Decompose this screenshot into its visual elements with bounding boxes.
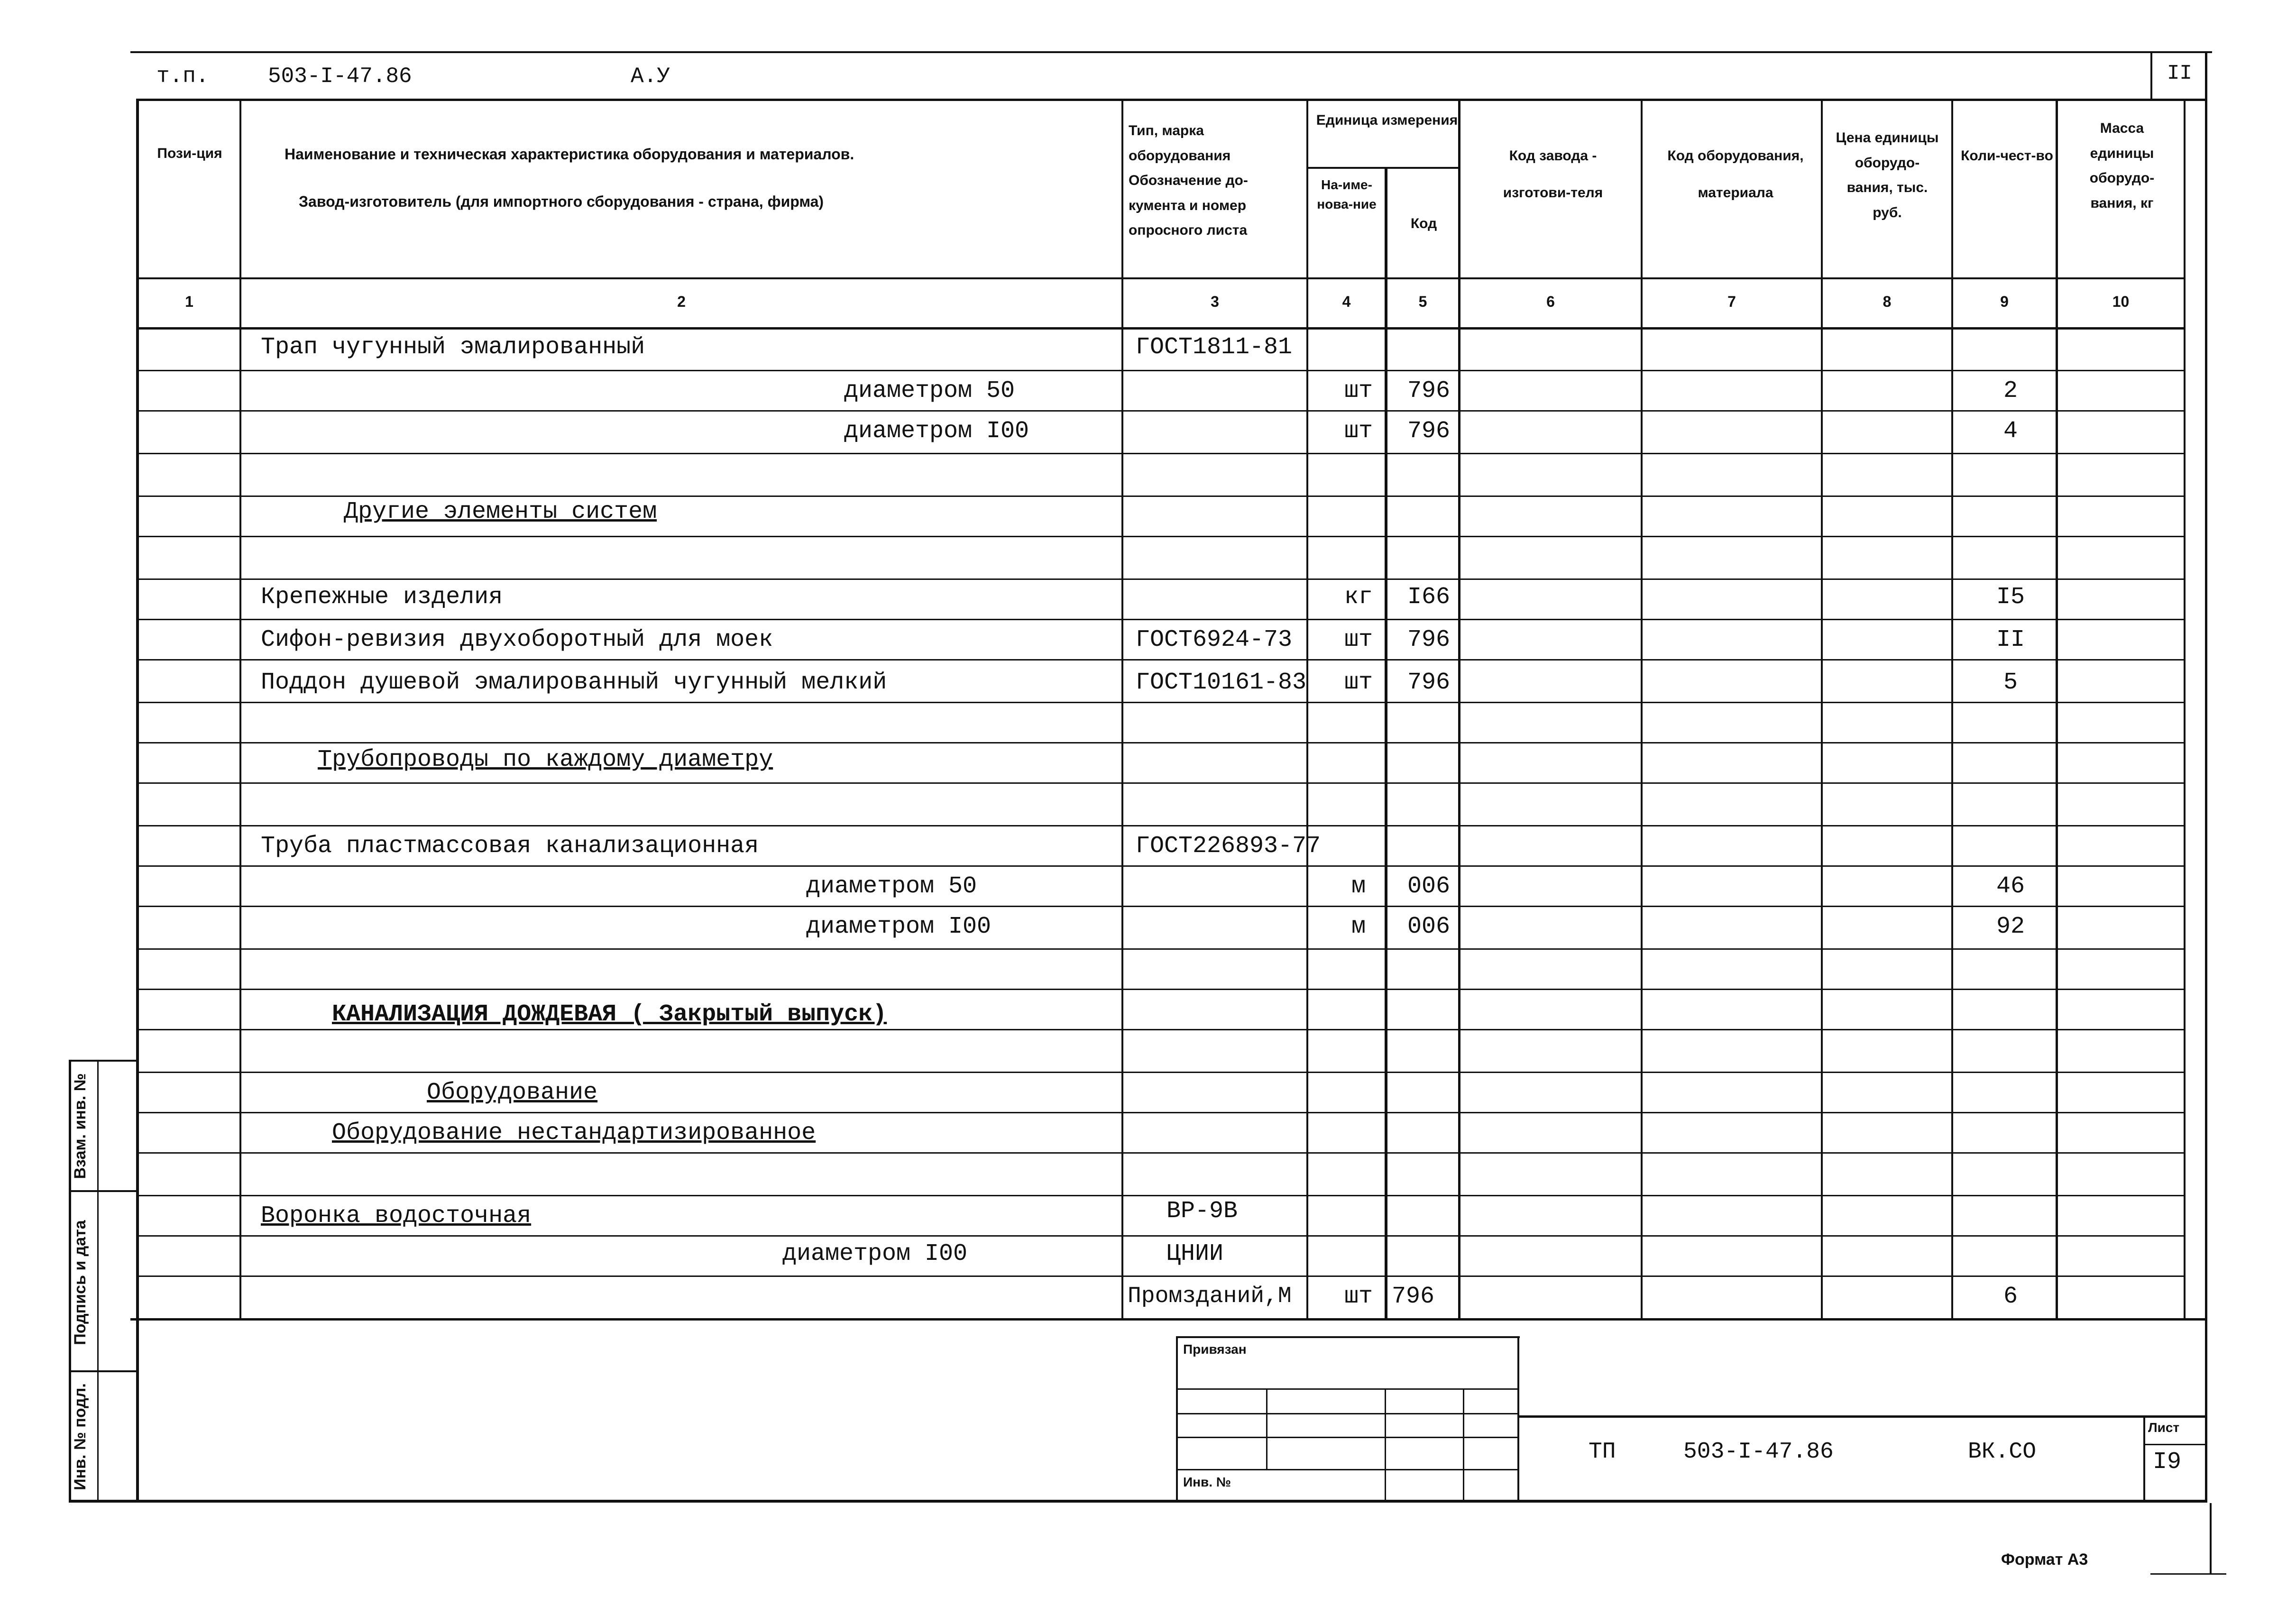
table-row-code: I66	[1407, 584, 1451, 611]
table-row-type: ГОСТ6924-73	[1136, 626, 1293, 653]
table-row-code: 796	[1392, 1283, 1435, 1310]
col-header-unit-name: На-име-нова-ние	[1317, 177, 1377, 211]
table-row-name: Крепежные изделия	[261, 584, 503, 611]
title-prefix: ТП	[1589, 1439, 1616, 1465]
table-row-unit: м	[1351, 873, 1366, 900]
section-heading: Трубопроводы по каждому диаметру	[318, 746, 773, 773]
table-top-border	[138, 99, 2207, 101]
frame-top	[130, 51, 2212, 53]
frame-right	[2205, 51, 2207, 1502]
table-row-type: ВР-9В	[1166, 1198, 1238, 1225]
col-number: 9	[2000, 293, 2009, 310]
table-row-code: 006	[1407, 873, 1451, 900]
table-row-unit: шт	[1344, 418, 1373, 445]
col-number: 7	[1727, 293, 1736, 310]
table-row-name: диаметром I00	[806, 913, 992, 940]
table-row-code: 796	[1407, 418, 1451, 445]
title-code: ВК.СО	[1968, 1439, 2037, 1465]
table-row-type: Промзданий,М	[1128, 1284, 1292, 1309]
table-row-name: Воронка водосточная	[261, 1202, 532, 1229]
col-header-unit-group: Единица измерения	[1316, 112, 1458, 128]
col-header-factory-code: Код завода - изготови-теля	[1503, 148, 1603, 201]
sheet-number: I9	[2153, 1449, 2182, 1476]
section-heading: Оборудование	[427, 1079, 598, 1106]
col-number: 2	[677, 293, 686, 310]
table-row-qty: 6	[2003, 1283, 2018, 1310]
col-number: 1	[185, 293, 193, 310]
table-row-qty: 5	[2003, 669, 2018, 696]
col-number: 4	[1342, 293, 1351, 310]
table-row-unit: шт	[1344, 669, 1373, 696]
body-bottom-line	[130, 1318, 2207, 1321]
table-row-code: 796	[1407, 626, 1451, 653]
side-stamp-podpis: Подпись и дата	[71, 1220, 89, 1345]
col-number: 3	[1211, 293, 1219, 310]
col-number: 8	[1883, 293, 1892, 310]
doc-number: 503-I-47.86	[268, 64, 412, 89]
table-row-name: Трап чугунный эмалированный	[261, 334, 645, 361]
col-header-mass: Масса единицы оборудо-вания, кг	[2089, 120, 2155, 211]
section-heading: Оборудование нестандартизированное	[332, 1119, 816, 1147]
sheet-label: Лист	[2148, 1420, 2180, 1435]
col-header-quantity: Коли-чест-во	[1961, 148, 2053, 164]
table-row-unit: шт	[1344, 626, 1373, 653]
col-header-type: Тип, марка оборудования Обозначение до-кумента и номер опросного листа	[1129, 123, 1248, 238]
table-row-qty: 4	[2003, 418, 2018, 445]
table-row-qty: I5	[1996, 584, 2025, 611]
table-row-name: диаметром 50	[806, 873, 977, 900]
table-row-code: 006	[1407, 913, 1451, 940]
table-row-unit: шт	[1344, 377, 1373, 404]
table-row-qty: II	[1996, 626, 2025, 653]
side-stamp-inv: Инв. № подл.	[71, 1383, 89, 1490]
table-row-type: ГОСТ226893-77	[1136, 833, 1321, 860]
table-row-unit: шт	[1344, 1283, 1373, 1310]
frame-bottom	[69, 1500, 2207, 1503]
col-number: 5	[1418, 293, 1427, 310]
col-header-name-line1: Наименование и техническая характеристика оборудования и материалов.	[285, 146, 854, 163]
table-row-name: диаметром I00	[782, 1240, 968, 1267]
col-header-equipment-code: Код оборудования, материала	[1667, 148, 1804, 201]
section-code: А.У	[631, 64, 670, 89]
table-row-name: Поддон душевой эмалированный чугунный мелкий	[261, 669, 887, 696]
col-header-position: Пози-ция	[157, 146, 222, 161]
table-row-code: 796	[1407, 669, 1451, 696]
table-row-qty: 46	[1996, 873, 2025, 900]
doc-type: т.п.	[156, 64, 209, 89]
table-row-unit: м	[1351, 913, 1366, 940]
title-number: 503-I-47.86	[1683, 1439, 1834, 1465]
col-header-name-line2: Завод-изготовитель (для импортного сборудования - страна, фирма)	[299, 193, 824, 210]
col-number: 6	[1546, 293, 1555, 310]
stamp-inv-no: Инв. №	[1183, 1475, 1231, 1489]
table-row-qty: 92	[1996, 913, 2025, 940]
side-stamp-vzam: Взам. инв. №	[71, 1073, 89, 1179]
section-heading: Другие элементы систем	[344, 498, 657, 525]
table-row-name: диаметром I00	[844, 418, 1029, 445]
table-row-type: ЦНИИ	[1166, 1240, 1224, 1267]
table-row-type: ГОСТ1811-81	[1136, 334, 1293, 361]
table-row-name: Сифон-ревизия двухоборотный для моек	[261, 626, 773, 653]
stamp-privyazan: Привязан	[1183, 1342, 1247, 1357]
col-number: 10	[2112, 293, 2130, 310]
col-header-price: Цена единицы оборудо-вания, тыс. руб.	[1836, 130, 1939, 220]
table-row-code: 796	[1407, 377, 1451, 404]
col-header-unit-code: Код	[1410, 216, 1437, 231]
corner-mark: II	[2167, 62, 2192, 85]
section-heading: КАНАЛИЗАЦИЯ ДОЖДЕВАЯ ( Закрытый выпуск)	[332, 1001, 887, 1028]
table-row-name: Труба пластмассовая канализационная	[261, 833, 759, 860]
table-row-type: ГОСТ10161-83	[1136, 669, 1307, 696]
table-row-qty: 2	[2003, 377, 2018, 404]
table-row-name: диаметром 50	[844, 377, 1015, 404]
table-row-unit: кг	[1344, 584, 1373, 611]
format-note: Формат А3	[2001, 1551, 2088, 1569]
